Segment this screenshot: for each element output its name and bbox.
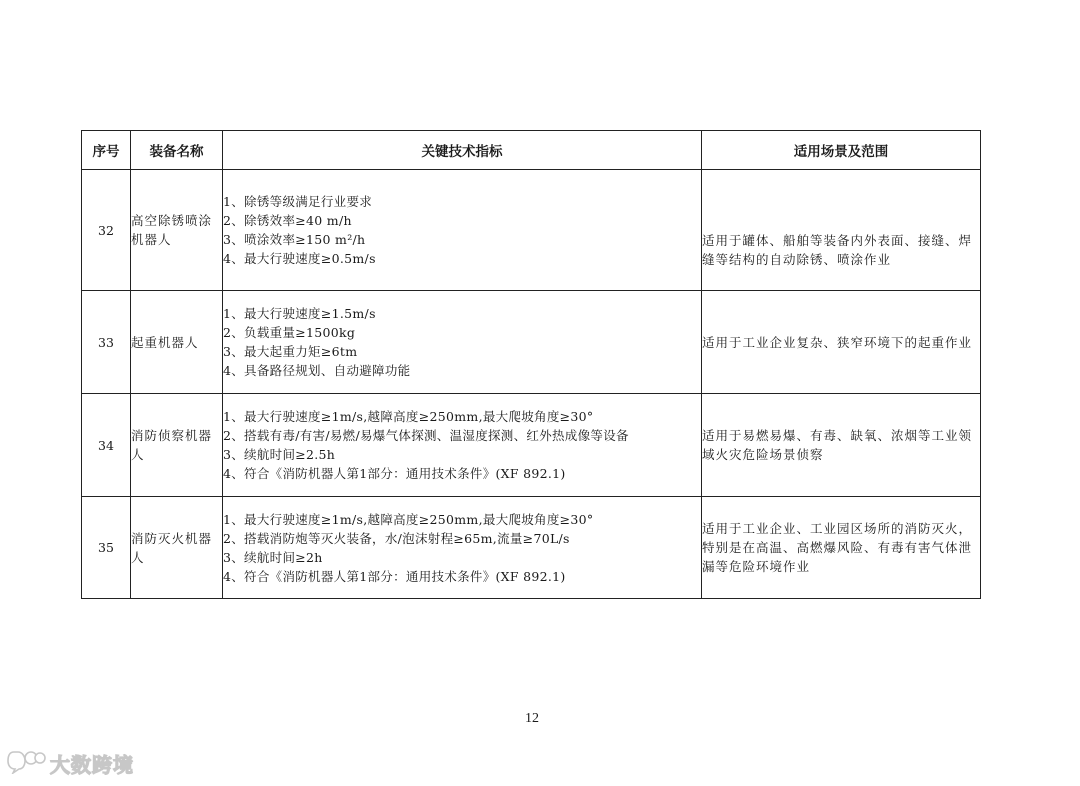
- header-scope: 适用场景及范围: [702, 131, 981, 170]
- spec-line: 3、续航时间≥2h: [223, 549, 323, 565]
- watermark: [6, 748, 134, 778]
- row-scope: [702, 170, 981, 291]
- row-scope: [702, 497, 981, 599]
- scope-text: 适用于工业企业、工业园区场所的消防灭火，特别是在高温、高燃爆风险、有毒有害气体泄漏等危险环境作业: [702, 521, 973, 574]
- spec-line: 3、喷涂效率≥150 m²/h: [223, 232, 366, 247]
- row-equipment-name: 消防侦察机器人: [131, 394, 223, 497]
- table-row: [82, 497, 981, 599]
- row-equipment-name: 高空除锈喷涂机器人: [131, 170, 223, 291]
- spec-line: 2、搭载消防炮等灭火装备，水/泡沫射程≥65m,流量≥70L/s: [223, 530, 570, 546]
- spec-line: 2、搭载有毒/有害/易燃/易爆气体探测、温湿度探测、红外热成像等设备: [223, 428, 629, 443]
- spec-line: 2、除锈效率≥40 m/h: [223, 213, 352, 228]
- header-key-specs: 关键技术指标: [223, 131, 702, 170]
- header-seq: 序号: [82, 131, 131, 170]
- row-specs: [223, 497, 702, 599]
- row-specs: [223, 170, 702, 291]
- equipment-table: [81, 130, 981, 599]
- row-equipment-name: 消防灭火机器人: [131, 497, 223, 599]
- table-row: [82, 394, 981, 497]
- table-row: [82, 291, 981, 394]
- spec-line: 1、最大行驶速度≥1m/s,越障高度≥250mm,最大爬坡角度≥30°: [223, 409, 594, 424]
- spec-line: 4、最大行驶速度≥0.5m/s: [223, 251, 376, 266]
- spec-line: 4、符合《消防机器人第1部分：通用技术条件》(XF 892.1): [223, 568, 566, 584]
- spec-line: 4、具备路径规划、自动避障功能: [223, 363, 411, 378]
- scope-text: 适用于工业企业复杂、狭窄环境下的起重作业: [702, 334, 973, 350]
- spec-line: 3、续航时间≥2.5h: [223, 447, 336, 462]
- row-scope: [702, 394, 981, 497]
- table-header-row: [82, 131, 981, 170]
- spec-line: 4、符合《消防机器人第1部分：通用技术条件》(XF 892.1): [223, 466, 566, 481]
- row-equipment-name: 起重机器人: [131, 291, 223, 394]
- scope-text: 适用于罐体、船舶等装备内外表面、接缝、焊缝等结构的自动除锈、喷涂作业: [702, 233, 973, 267]
- row-scope: [702, 291, 981, 394]
- row-seq: 33: [82, 291, 131, 394]
- header-equipment-name: 装备名称: [131, 131, 223, 170]
- row-seq: 34: [82, 394, 131, 497]
- spec-line: 3、最大起重力矩≥6tm: [223, 344, 358, 359]
- table-row: [82, 170, 981, 291]
- row-specs: [223, 394, 702, 497]
- spec-line: 2、负载重量≥1500kg: [223, 325, 356, 340]
- page-number: 12: [525, 711, 539, 726]
- chat-bubble-logo-icon: [6, 748, 46, 778]
- row-seq: 32: [82, 170, 131, 291]
- spec-line: 1、最大行驶速度≥1.5m/s: [223, 306, 376, 321]
- row-seq: 35: [82, 497, 131, 599]
- row-specs: [223, 291, 702, 394]
- spec-line: 1、最大行驶速度≥1m/s,越障高度≥250mm,最大爬坡角度≥30°: [223, 511, 594, 527]
- watermark-text: 大数跨境: [50, 752, 134, 777]
- scope-text: 适用于易燃易爆、有毒、缺氧、浓烟等工业领域火灾危险场景侦察: [702, 428, 973, 462]
- spec-line: 1、除锈等级满足行业要求: [223, 194, 373, 209]
